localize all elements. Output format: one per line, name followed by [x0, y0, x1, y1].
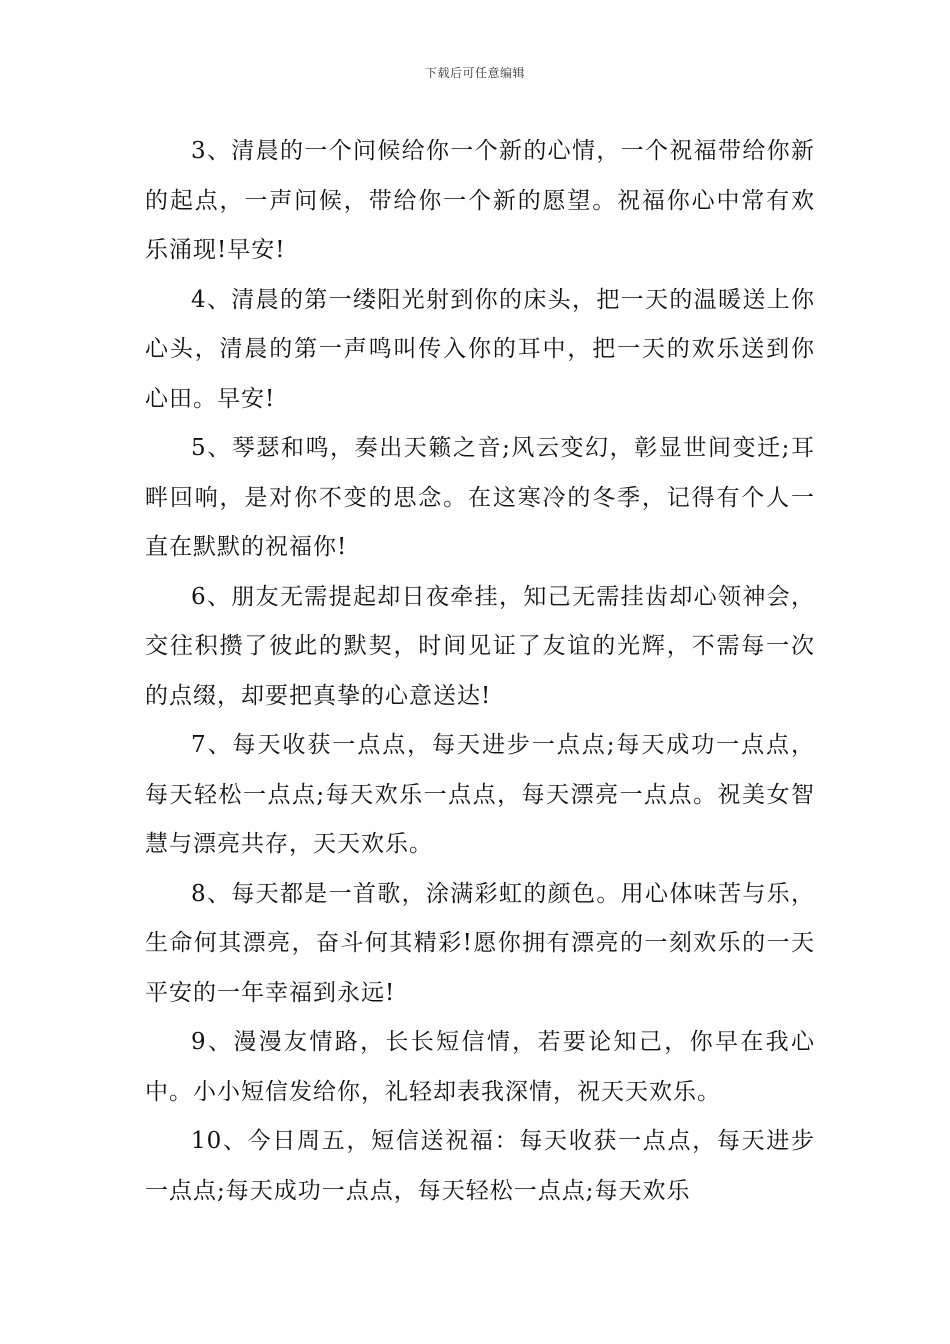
paragraph-3: 3、清晨的一个问候给你一个新的心情，一个祝福带给你新的起点，一声问候，带给你一个新的愿望。祝福你心中常有欢乐涌现!早安!: [145, 138, 815, 263]
paragraph-5: 5、琴瑟和鸣，奏出天籁之音;风云变幻，彰显世间变迁;耳畔回响，是对你不变的思念。在这寒冷的冬季，记得有个人一直在默默的祝福你!: [145, 435, 815, 560]
paragraph-10: 10、今日周五，短信送祝福：每天收获一点点，每天进步一点点;每天成功一点点，每天轻松一点点;每天欢乐: [145, 1128, 815, 1204]
paragraph-7: 7、每天收获一点点，每天进步一点点;每天成功一点点，每天轻松一点点;每天欢乐一点点，每天漂亮一点点。祝美女智慧与漂亮共存，天天欢乐。: [145, 732, 815, 857]
document-body: [145, 127, 815, 1216]
paragraph-9: 9、漫漫友情路，长长短信情，若要论知己，你早在我心中。小小短信发给你，礼轻却表我深情，祝天天欢乐。: [145, 1029, 815, 1105]
page-header: 下载后可任意编辑: [424, 66, 525, 80]
paragraph-4: 4、清晨的第一缕阳光射到你的床头，把一天的温暖送上你心头，清晨的第一声鸣叫传入你的耳中，把一天的欢乐送到你心田。早安!: [145, 286, 815, 412]
paragraph-6: 6、朋友无需提起却日夜牵挂，知己无需挂齿却心领神会，交往积攒了彼此的默契，时间见证了友谊的光辉，不需每一次的点缀，却要把真挚的心意送达!: [145, 583, 815, 709]
paragraph-8: 8、每天都是一首歌，涂满彩虹的颜色。用心体味苦与乐，生命何其漂亮，奋斗何其精彩!愿你拥有漂亮的一刻欢乐的一天平安的一年幸福到永远!: [145, 880, 815, 1006]
